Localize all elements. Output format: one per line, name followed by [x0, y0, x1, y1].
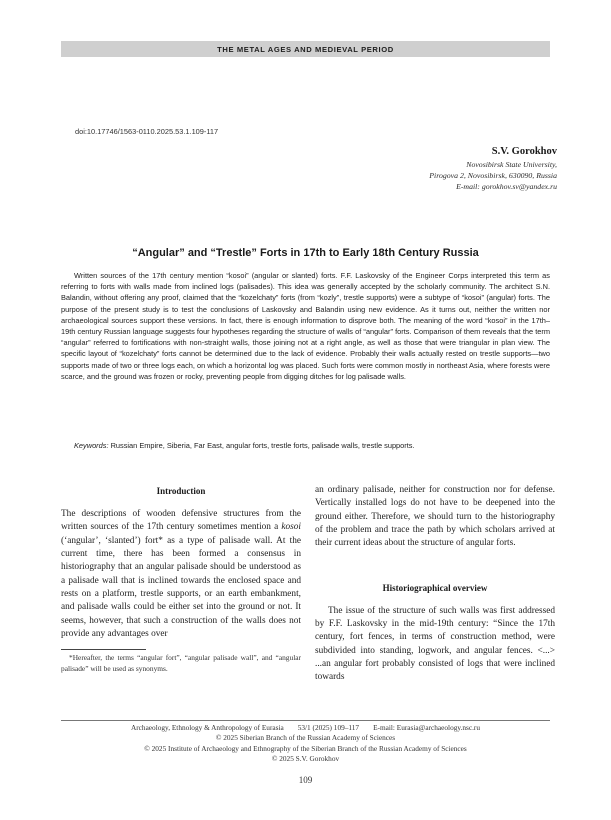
keywords-text: Russian Empire, Siberia, Far East, angular forts, trestle forts, palisade walls, trestle supports. — [110, 441, 415, 450]
journal-email: E-mail: Eurasia@archaeology.nsc.ru — [373, 723, 481, 732]
section-heading-introduction: Introduction — [156, 486, 206, 496]
section-heading-historiography: Historiographical overview — [382, 582, 488, 593]
page-number: 109 — [298, 775, 313, 785]
copyright-line: © 2025 S.V. Gorokhov — [271, 753, 340, 763]
right-column — [315, 484, 555, 685]
author-block — [429, 145, 557, 192]
journal-line — [61, 723, 550, 733]
historiography-paragraph: The issue of the structure of such walls was first addressed by F.F. Laskovsky in the mid-19th century: “Since the 17th century, fort fences, in terms of construction method, were subdivided into standing, logwork, and angular fences. <...> ...an angular fort probably consisted of logs that were inclined towards — [315, 605, 555, 683]
author-address: Pirogova 2, Novosibirsk, 630090, Russia — [429, 171, 557, 180]
author-name: S.V. Gorokhov — [491, 146, 557, 157]
continued-paragraph: an ordinary palisade, neither for construction nor for defense. Vertically installed logs do not have to be deepened into the ground either. Therefore, we should turn to the historiography of the problem and trace the path by which scholars arrived at their current ideas about the structure of angular forts. — [315, 485, 555, 549]
copyright-line: © 2025 Siberian Branch of the Russian Academy of Sciences — [215, 733, 396, 743]
footnote-divider — [61, 649, 146, 650]
footer-divider — [61, 720, 550, 721]
keywords — [61, 440, 550, 451]
keywords-label: Keywords: — [74, 441, 109, 450]
running-head: THE METAL AGES AND MEDIEVAL PERIOD — [217, 44, 394, 54]
author-email: E-mail: gorokhov.sv@yandex.ru — [456, 182, 557, 191]
footer — [61, 723, 550, 764]
doi: doi:10.17746/1563-0110.2025.53.1.109-117 — [75, 127, 219, 136]
footnote: *Hereafter, the terms “angular fort”, “angular palisade wall”, and “angular palisade” will be used as synonyms. — [61, 653, 301, 674]
copyright-line: © 2025 Institute of Archaeology and Ethnography of the Siberian Branch of the Russian Academy of Sciences — [144, 743, 467, 753]
journal-issue: 53/1 (2025) 109–117 — [297, 723, 360, 732]
running-head-band — [61, 41, 550, 57]
journal-name: Archaeology, Ethnology & Anthropology of Eurasia — [130, 723, 284, 732]
article-title: “Angular” and “Trestle” Forts in 17th to Early 18th Century Russia — [132, 247, 479, 259]
left-column — [61, 484, 301, 675]
introduction-paragraph: The descriptions of wooden defensive structures from the written sources of the 17th century sometimes mention a kosoi (‘angular’, ‘slanted’) fort* as a type of palisade wall. At the current time, there has been formed a consensus in historiography that an angular palisade should be understood as a palisade wall that is inclined towards the enclosed space and rests on a platform, trestle supports, or an earth embankment, and palisade walls could be either set into the ground or not. It seems, however, that such a construction of the walls does not provide any advantages over — [61, 509, 301, 640]
abstract: Written sources of the 17th century mention “kosoi” (angular or slanted) forts. F.F. Laskovsky of the Engineer Corps interpreted this term as referring to forts with walls made from inclined logs (palisades). This idea was generally accepted by the scholarly community. The architect S.N. Balandin, without offering any proof, claimed that the “kozelchaty” forts (from “kozly”, trestle supports) were a subtype of “kosoi” (angular) forts. The purpose of the present study is to test the conclusions of Laskovsky and Balandin using new evidence. As it turns out, neither the written nor archaeological sources support these versions. In fact, there is enough information to disprove both. The meaning of the word “kosoi” in the 17th–19th century Russian language suggests four hypotheses regarding the structure of walls of “angular” forts. Comparison of them reveals that the term “angular” referred to fortifications with non-straight walls, those joining not at a right angle, as well as those that were triangular in plan view. The specific layout of “kozelchaty” forts cannot be determined due to the lack of evidence. Probably their walls actually rested on trestle supports—two supports made of two or three logs each, on which a horizontal log was placed. Such forts were common mostly in northeast Asia, where forests were scarce, and the ground was frozen or rocky, preventing people from digging ditches for log palisade walls. — [61, 271, 550, 381]
author-institution: Novosibirsk State University, — [466, 160, 557, 169]
